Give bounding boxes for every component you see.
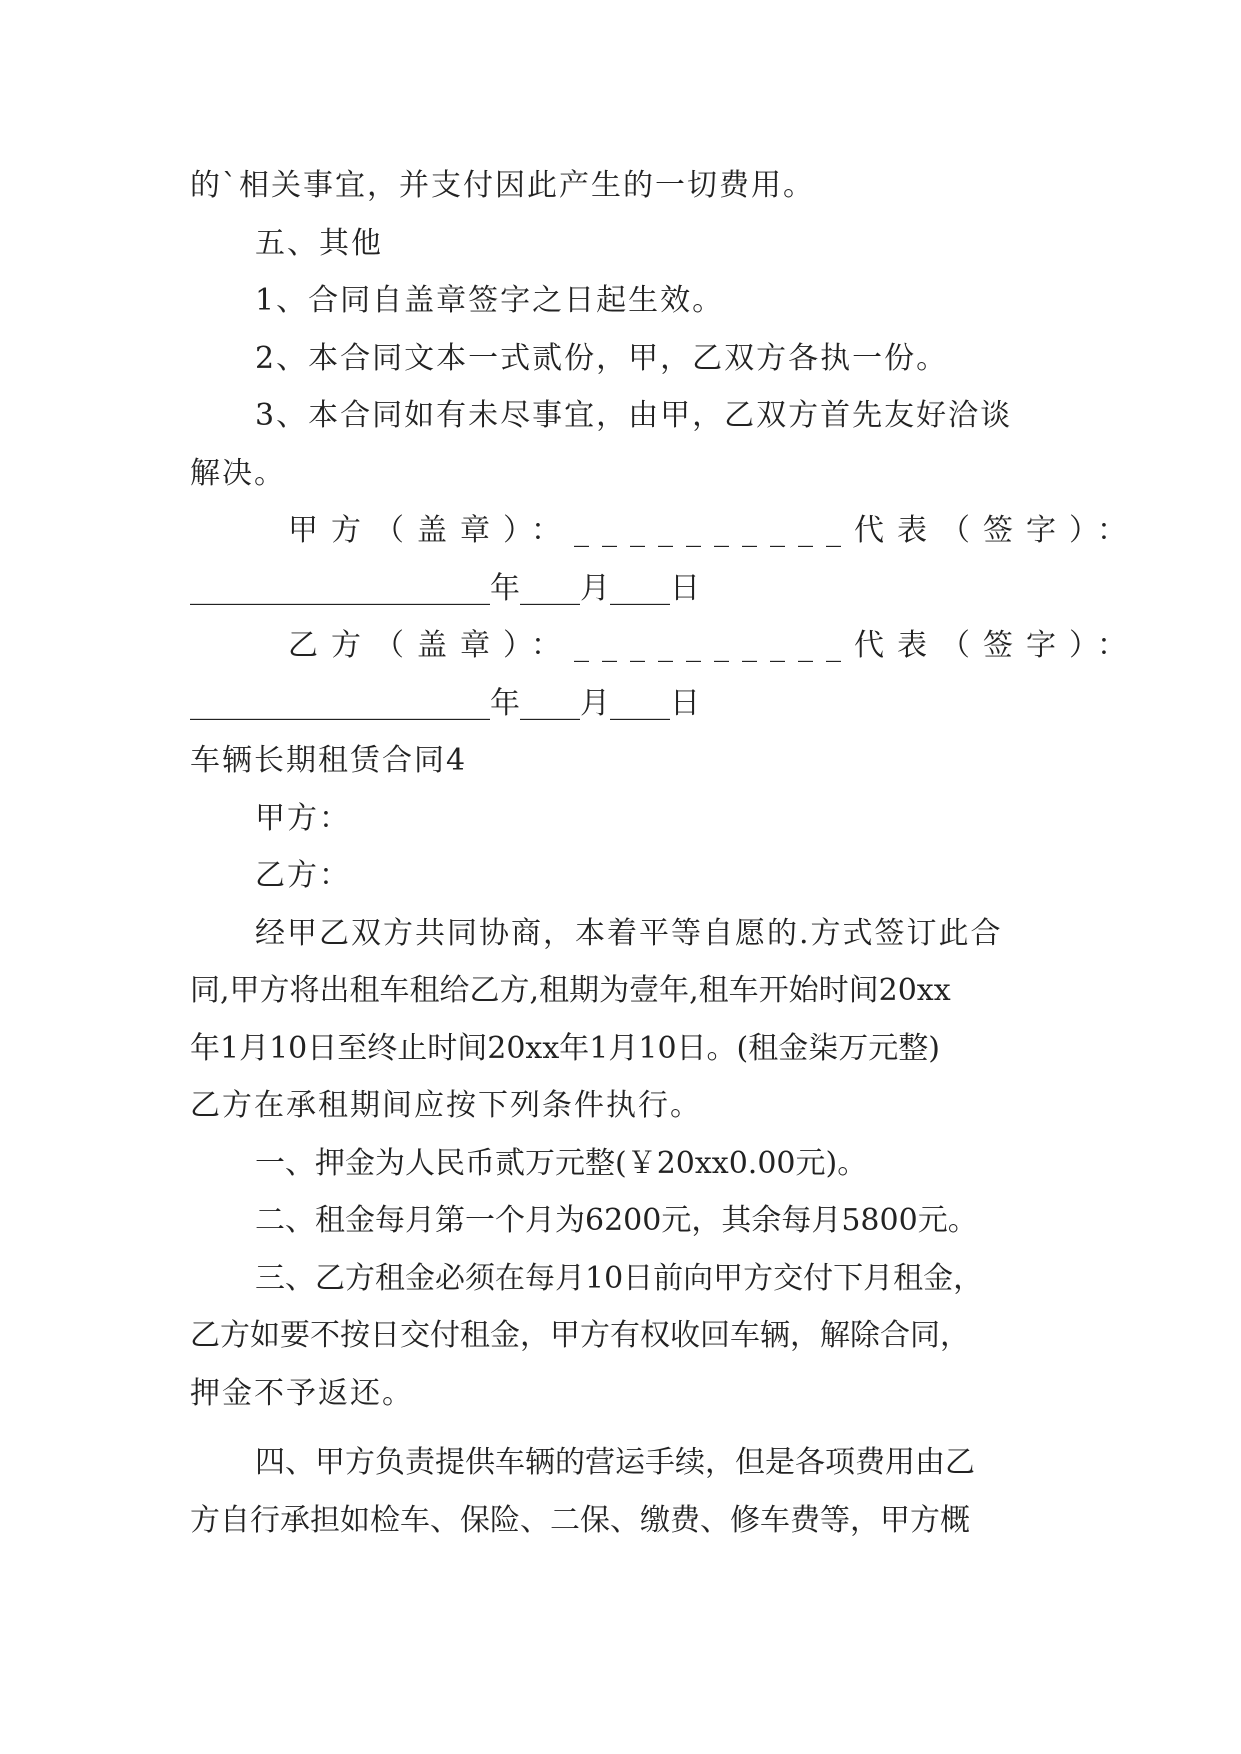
paragraph-line: 乙方在承租期间应按下列条件执行。 [190, 1088, 702, 1123]
paragraph-line: 同,甲方将出租车租给乙方,租期为壹年,租车开始时间20xx [190, 973, 951, 1008]
party-b-date-line: ____________________年____月____日 [190, 685, 700, 721]
paragraph-line: 年1月10日至终止时间20xx年1月10日。(租金柒万元整) [190, 1030, 940, 1066]
party-a-date-line: ____________________年____月____日 [190, 570, 700, 606]
party-a-signature-line: 甲方（盖章）：__________代表（签字）： [288, 513, 1140, 548]
paragraph-line: 三、乙方租金必须在每月10日前向甲方交付下月租金， [255, 1260, 984, 1296]
section-heading: 五、其他 [255, 225, 383, 261]
paragraph-line: 二、租金每月第一个月为6200元，其余每月5800元。 [255, 1203, 978, 1238]
paragraph-line: 一、押金为人民币贰万元整(￥20xx0.00元)。 [255, 1145, 868, 1181]
paragraph-line: 经甲乙双方共同协商，本着平等自愿的.方式签订此合 [255, 915, 1003, 951]
contract-title: 车辆长期租赁合同4 [190, 743, 468, 778]
paragraph-line: 的`相关事宜，并支付因此产生的一切费用。 [190, 168, 815, 203]
paragraph-line: 2、本合同文本一式贰份，甲，乙双方各执一份。 [255, 340, 949, 376]
paragraph-line: 押金不予返还。 [190, 1375, 414, 1411]
paragraph-line: 方自行承担如检车、保险、二保、缴费、修车费等，甲方概 [190, 1502, 970, 1538]
paragraph-line: 四、甲方负责提供车辆的营运手续，但是各项费用由乙 [255, 1445, 975, 1480]
paragraph-line: 解决。 [190, 455, 286, 491]
party-a-label: 甲方： [255, 800, 351, 836]
party-b-signature-line: 乙方（盖章）：__________代表（签字）： [288, 628, 1140, 663]
paragraph-line: 乙方如要不按日交付租金，甲方有权收回车辆，解除合同， [190, 1318, 970, 1353]
paragraph-line: 1、合同自盖章签字之日起生效。 [255, 283, 725, 318]
document-body [190, 157, 1140, 1549]
paragraph-line: 3、本合同如有未尽事宜，由甲，乙双方首先友好洽谈 [255, 398, 1013, 433]
party-b-label: 乙方： [255, 858, 351, 893]
